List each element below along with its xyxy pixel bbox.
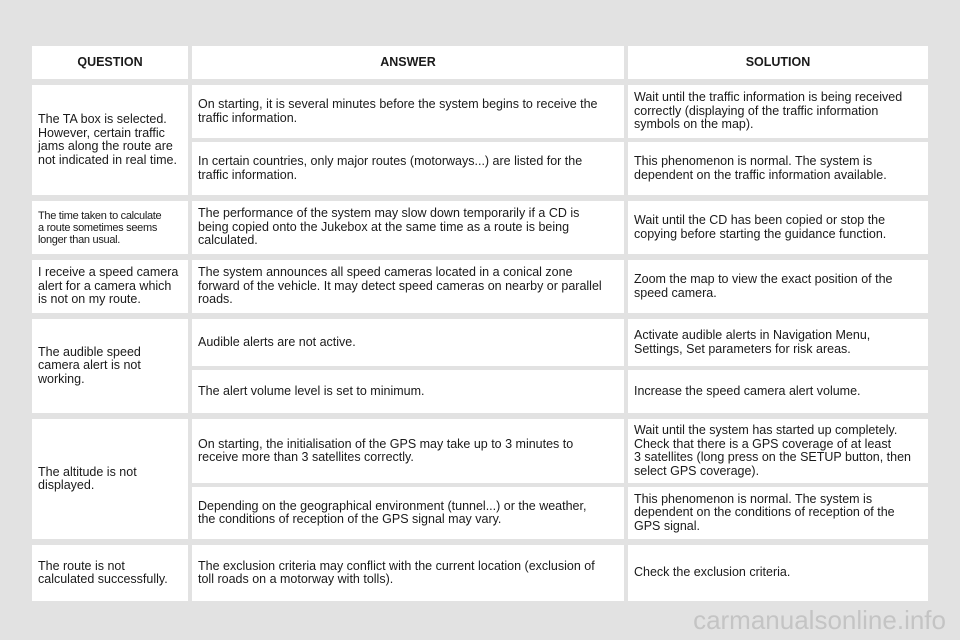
solution-cell: This phenomenon is normal. The system is dependent on the conditions of reception of the GPS signal. <box>628 487 928 539</box>
answer-cell: On starting, the initialisation of the GPS may take up to 3 minutes to receive more than 3 satellites correctly. <box>192 419 624 483</box>
solution-cell: Wait until the system has started up completely. Check that there is a GPS coverage of at least 3 satellites (long press on the SETUP button, then select GPS coverage). <box>628 419 928 483</box>
question-cell: I receive a speed camera alert for a camera which is not on my route. <box>32 260 188 313</box>
solution-cell: Activate audible alerts in Navigation Menu, Settings, Set parameters for risk areas. <box>628 319 928 366</box>
solution-cell: This phenomenon is normal. The system is dependent on the traffic information available. <box>628 142 928 195</box>
answer-cell: The system announces all speed cameras located in a conical zone forward of the vehicle. It may detect speed cameras on nearby or parallel roads. <box>192 260 624 313</box>
header-solution: SOLUTION <box>628 46 928 79</box>
solution-cell: Check the exclusion criteria. <box>628 545 928 601</box>
question-cell: The altitude is not displayed. <box>32 419 188 539</box>
header-question: QUESTION <box>32 46 188 79</box>
solution-cell: Increase the speed camera alert volume. <box>628 370 928 413</box>
question-cell: The TA box is selected. However, certain traffic jams along the route are not indicated in real time. <box>32 85 188 195</box>
answer-cell: Depending on the geographical environment (tunnel...) or the weather, the conditions of reception of the GPS signal may vary. <box>192 487 624 539</box>
answer-cell: The alert volume level is set to minimum. <box>192 370 624 413</box>
solution-cell: Wait until the CD has been copied or stop the copying before starting the guidance function. <box>628 201 928 254</box>
answer-cell: Audible alerts are not active. <box>192 319 624 366</box>
question-cell: The audible speed camera alert is not working. <box>32 319 188 413</box>
solution-cell: Zoom the map to view the exact position of the speed camera. <box>628 260 928 313</box>
solution-cell: Wait until the traffic information is being received correctly (displaying of the traffic information symbols on the map). <box>628 85 928 138</box>
watermark: carmanualsonline.info <box>693 605 946 635</box>
header-answer: ANSWER <box>192 46 624 79</box>
answer-cell: The exclusion criteria may conflict with the current location (exclusion of toll roads on a motorway with tolls). <box>192 545 624 601</box>
answer-cell: In certain countries, only major routes (motorways...) are listed for the traffic information. <box>192 142 624 195</box>
answer-cell: The performance of the system may slow down temporarily if a CD is being copied onto the Jukebox at the same time as a route is being calculated. <box>192 201 624 254</box>
question-cell: The route is not calculated successfully. <box>32 545 188 601</box>
question-cell: The time taken to calculate a route sometimes seems longer than usual. <box>32 201 188 254</box>
answer-cell: On starting, it is several minutes before the system begins to receive the traffic information. <box>192 85 624 138</box>
